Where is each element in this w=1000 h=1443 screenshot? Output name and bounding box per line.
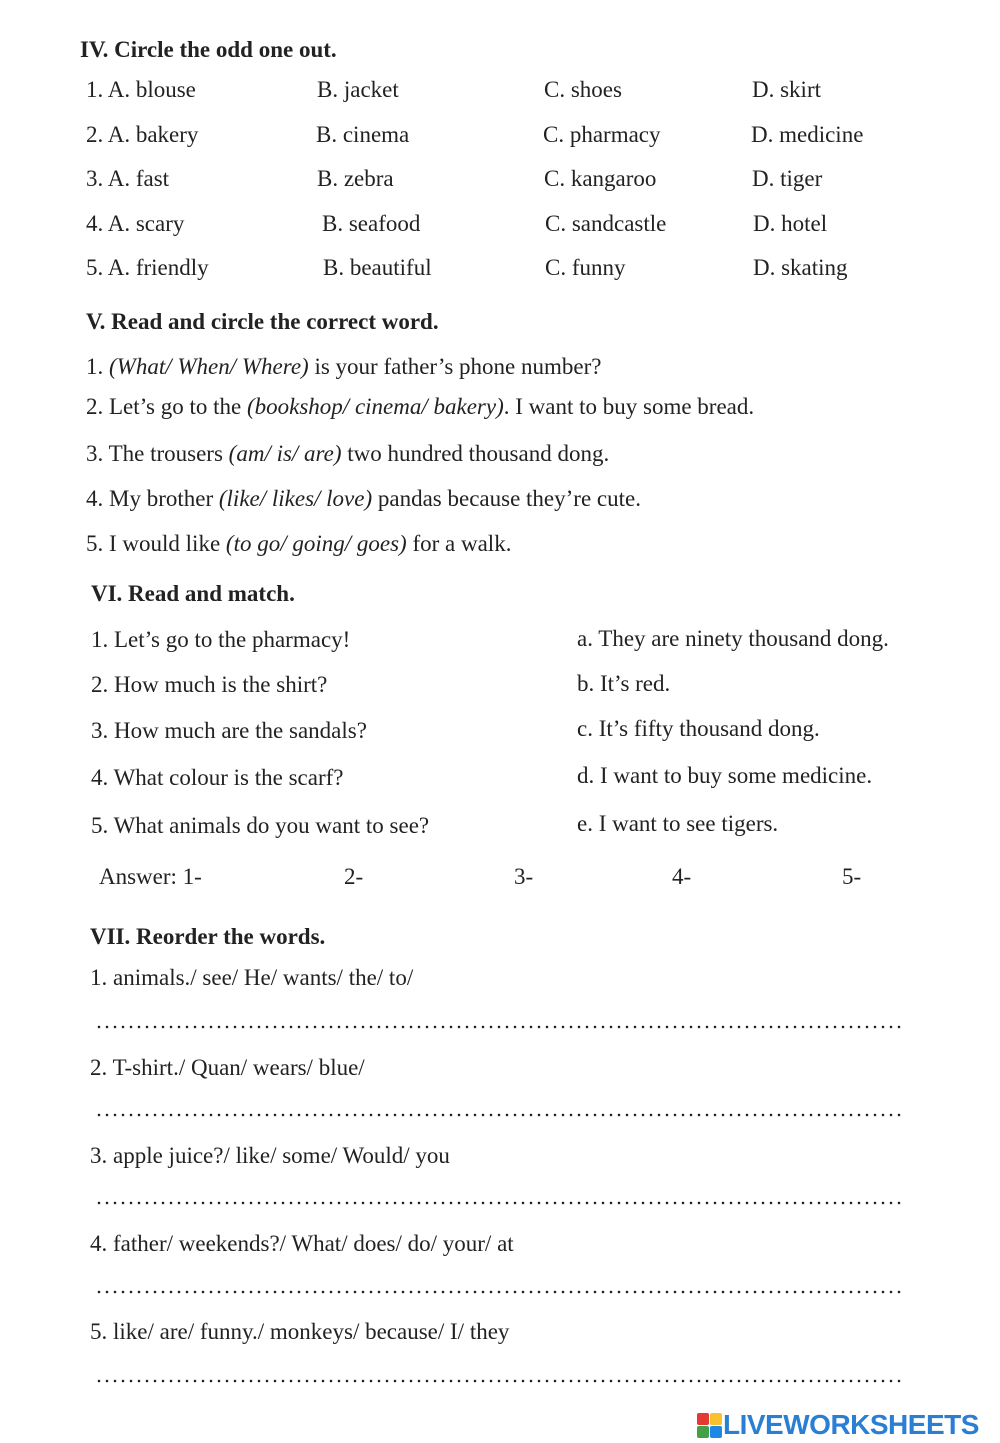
- reorder-item-1: 1. animals./ see/ He/ wants/ the/ to/: [90, 965, 414, 990]
- sentence-1-rest: is your father’s phone number?: [308, 354, 602, 379]
- logo-square-green: [697, 1426, 709, 1438]
- sentence-5-start: 5. I would like: [86, 531, 226, 556]
- liveworksheets-text: LIVEWORKSHEETS: [723, 1409, 979, 1440]
- option-3a[interactable]: 3. A. fast: [86, 166, 170, 191]
- sentence-2-start: 2. Let’s go to the: [86, 394, 247, 419]
- sentence-4-options[interactable]: (like/ likes/ love): [218, 486, 373, 511]
- answer-line-2[interactable]: [95, 1113, 903, 1117]
- match-answer-d: d. I want to buy some medicine.: [577, 763, 873, 788]
- answer-line-3[interactable]: [95, 1201, 903, 1205]
- answer-slot-5[interactable]: 5-: [842, 864, 862, 889]
- match-question-5: 5. What animals do you want to see?: [91, 813, 430, 838]
- reorder-item-4: 4. father/ weekends?/ What/ does/ do/ your/ at: [90, 1231, 514, 1256]
- answer-line-5[interactable]: [95, 1379, 903, 1383]
- option-1a[interactable]: 1. A. blouse: [86, 77, 196, 102]
- sentence-4-rest: pandas because they’re cute.: [372, 486, 641, 511]
- option-2a[interactable]: 2. A. bakery: [86, 122, 199, 147]
- sentence-5-rest: for a walk.: [406, 531, 512, 556]
- option-3c[interactable]: C. kangaroo: [544, 166, 657, 191]
- option-3d[interactable]: D. tiger: [752, 166, 823, 191]
- option-2c[interactable]: C. pharmacy: [543, 122, 661, 147]
- match-question-4: 4. What colour is the scarf?: [91, 765, 344, 790]
- option-3b[interactable]: B. zebra: [317, 166, 394, 191]
- match-answer-c: c. It’s fifty thousand dong.: [577, 716, 820, 741]
- option-4b[interactable]: B. seafood: [322, 211, 421, 236]
- option-2d[interactable]: D. medicine: [751, 122, 864, 147]
- circle-sentence-2: [86, 395, 754, 418]
- option-4c[interactable]: C. sandcastle: [545, 211, 667, 236]
- sentence-4-start: 4. My brother: [86, 486, 219, 511]
- match-question-2: 2. How much is the shirt?: [91, 672, 328, 697]
- answer-line-4[interactable]: [95, 1290, 903, 1294]
- option-1c[interactable]: C. shoes: [544, 77, 622, 102]
- match-question-1: 1. Let’s go to the pharmacy!: [91, 627, 351, 652]
- match-question-3: 3. How much are the sandals?: [91, 718, 367, 743]
- answer-slot-2[interactable]: 2-: [344, 864, 364, 889]
- section-5-heading: V. Read and circle the correct word.: [86, 309, 439, 334]
- reorder-item-3: 3. apple juice?/ like/ some/ Would/ you: [90, 1143, 450, 1168]
- option-2b[interactable]: B. cinema: [316, 122, 410, 147]
- sentence-1-number: 1.: [86, 354, 104, 379]
- liveworksheets-grid-icon: [697, 1413, 723, 1439]
- option-4a[interactable]: 4. A. scary: [86, 211, 185, 236]
- answer-label[interactable]: Answer: 1-: [99, 864, 202, 889]
- sentence-3-options[interactable]: (am/ is/ are): [228, 441, 342, 466]
- sentence-5-options[interactable]: (to go/ going/ goes): [225, 531, 407, 556]
- option-5c[interactable]: C. funny: [545, 255, 626, 280]
- sentence-3-rest: two hundred thousand dong.: [341, 441, 610, 466]
- section-6-heading: VI. Read and match.: [91, 581, 295, 606]
- circle-sentence-3: [86, 442, 609, 465]
- match-answer-e: e. I want to see tigers.: [577, 811, 779, 836]
- option-5b[interactable]: B. beautiful: [323, 255, 432, 280]
- answer-line-1[interactable]: [95, 1025, 903, 1029]
- answer-slot-4[interactable]: 4-: [672, 864, 692, 889]
- logo-square-yellow: [710, 1413, 722, 1425]
- match-answer-b: b. It’s red.: [577, 671, 671, 696]
- logo-square-blue: [710, 1426, 722, 1438]
- logo-square-red: [697, 1413, 709, 1425]
- reorder-item-2: 2. T-shirt./ Quan/ wears/ blue/: [90, 1055, 365, 1080]
- option-1b[interactable]: B. jacket: [317, 77, 399, 102]
- reorder-item-5: 5. like/ are/ funny./ monkeys/ because/ I/ they: [90, 1319, 510, 1344]
- option-4d[interactable]: D. hotel: [753, 211, 828, 236]
- circle-sentence-4: [86, 487, 641, 510]
- sentence-1-options[interactable]: (What/ When/ Where): [109, 354, 309, 379]
- section-7-heading: VII. Reorder the words.: [90, 924, 326, 949]
- answer-slot-3[interactable]: 3-: [514, 864, 534, 889]
- option-5a[interactable]: 5. A. friendly: [86, 255, 209, 280]
- circle-sentence-5: [86, 532, 511, 555]
- option-5d[interactable]: D. skating: [753, 255, 848, 280]
- match-answer-a: a. They are ninety thousand dong.: [577, 626, 889, 651]
- sentence-2-options[interactable]: (bookshop/ cinema/ bakery): [246, 394, 504, 419]
- circle-sentence-1: [86, 355, 601, 378]
- section-4-heading: IV. Circle the odd one out.: [80, 37, 337, 62]
- option-1d[interactable]: D. skirt: [752, 77, 821, 102]
- sentence-2-rest: . I want to buy some bread.: [503, 394, 755, 419]
- sentence-3-start: 3. The trousers: [86, 441, 229, 466]
